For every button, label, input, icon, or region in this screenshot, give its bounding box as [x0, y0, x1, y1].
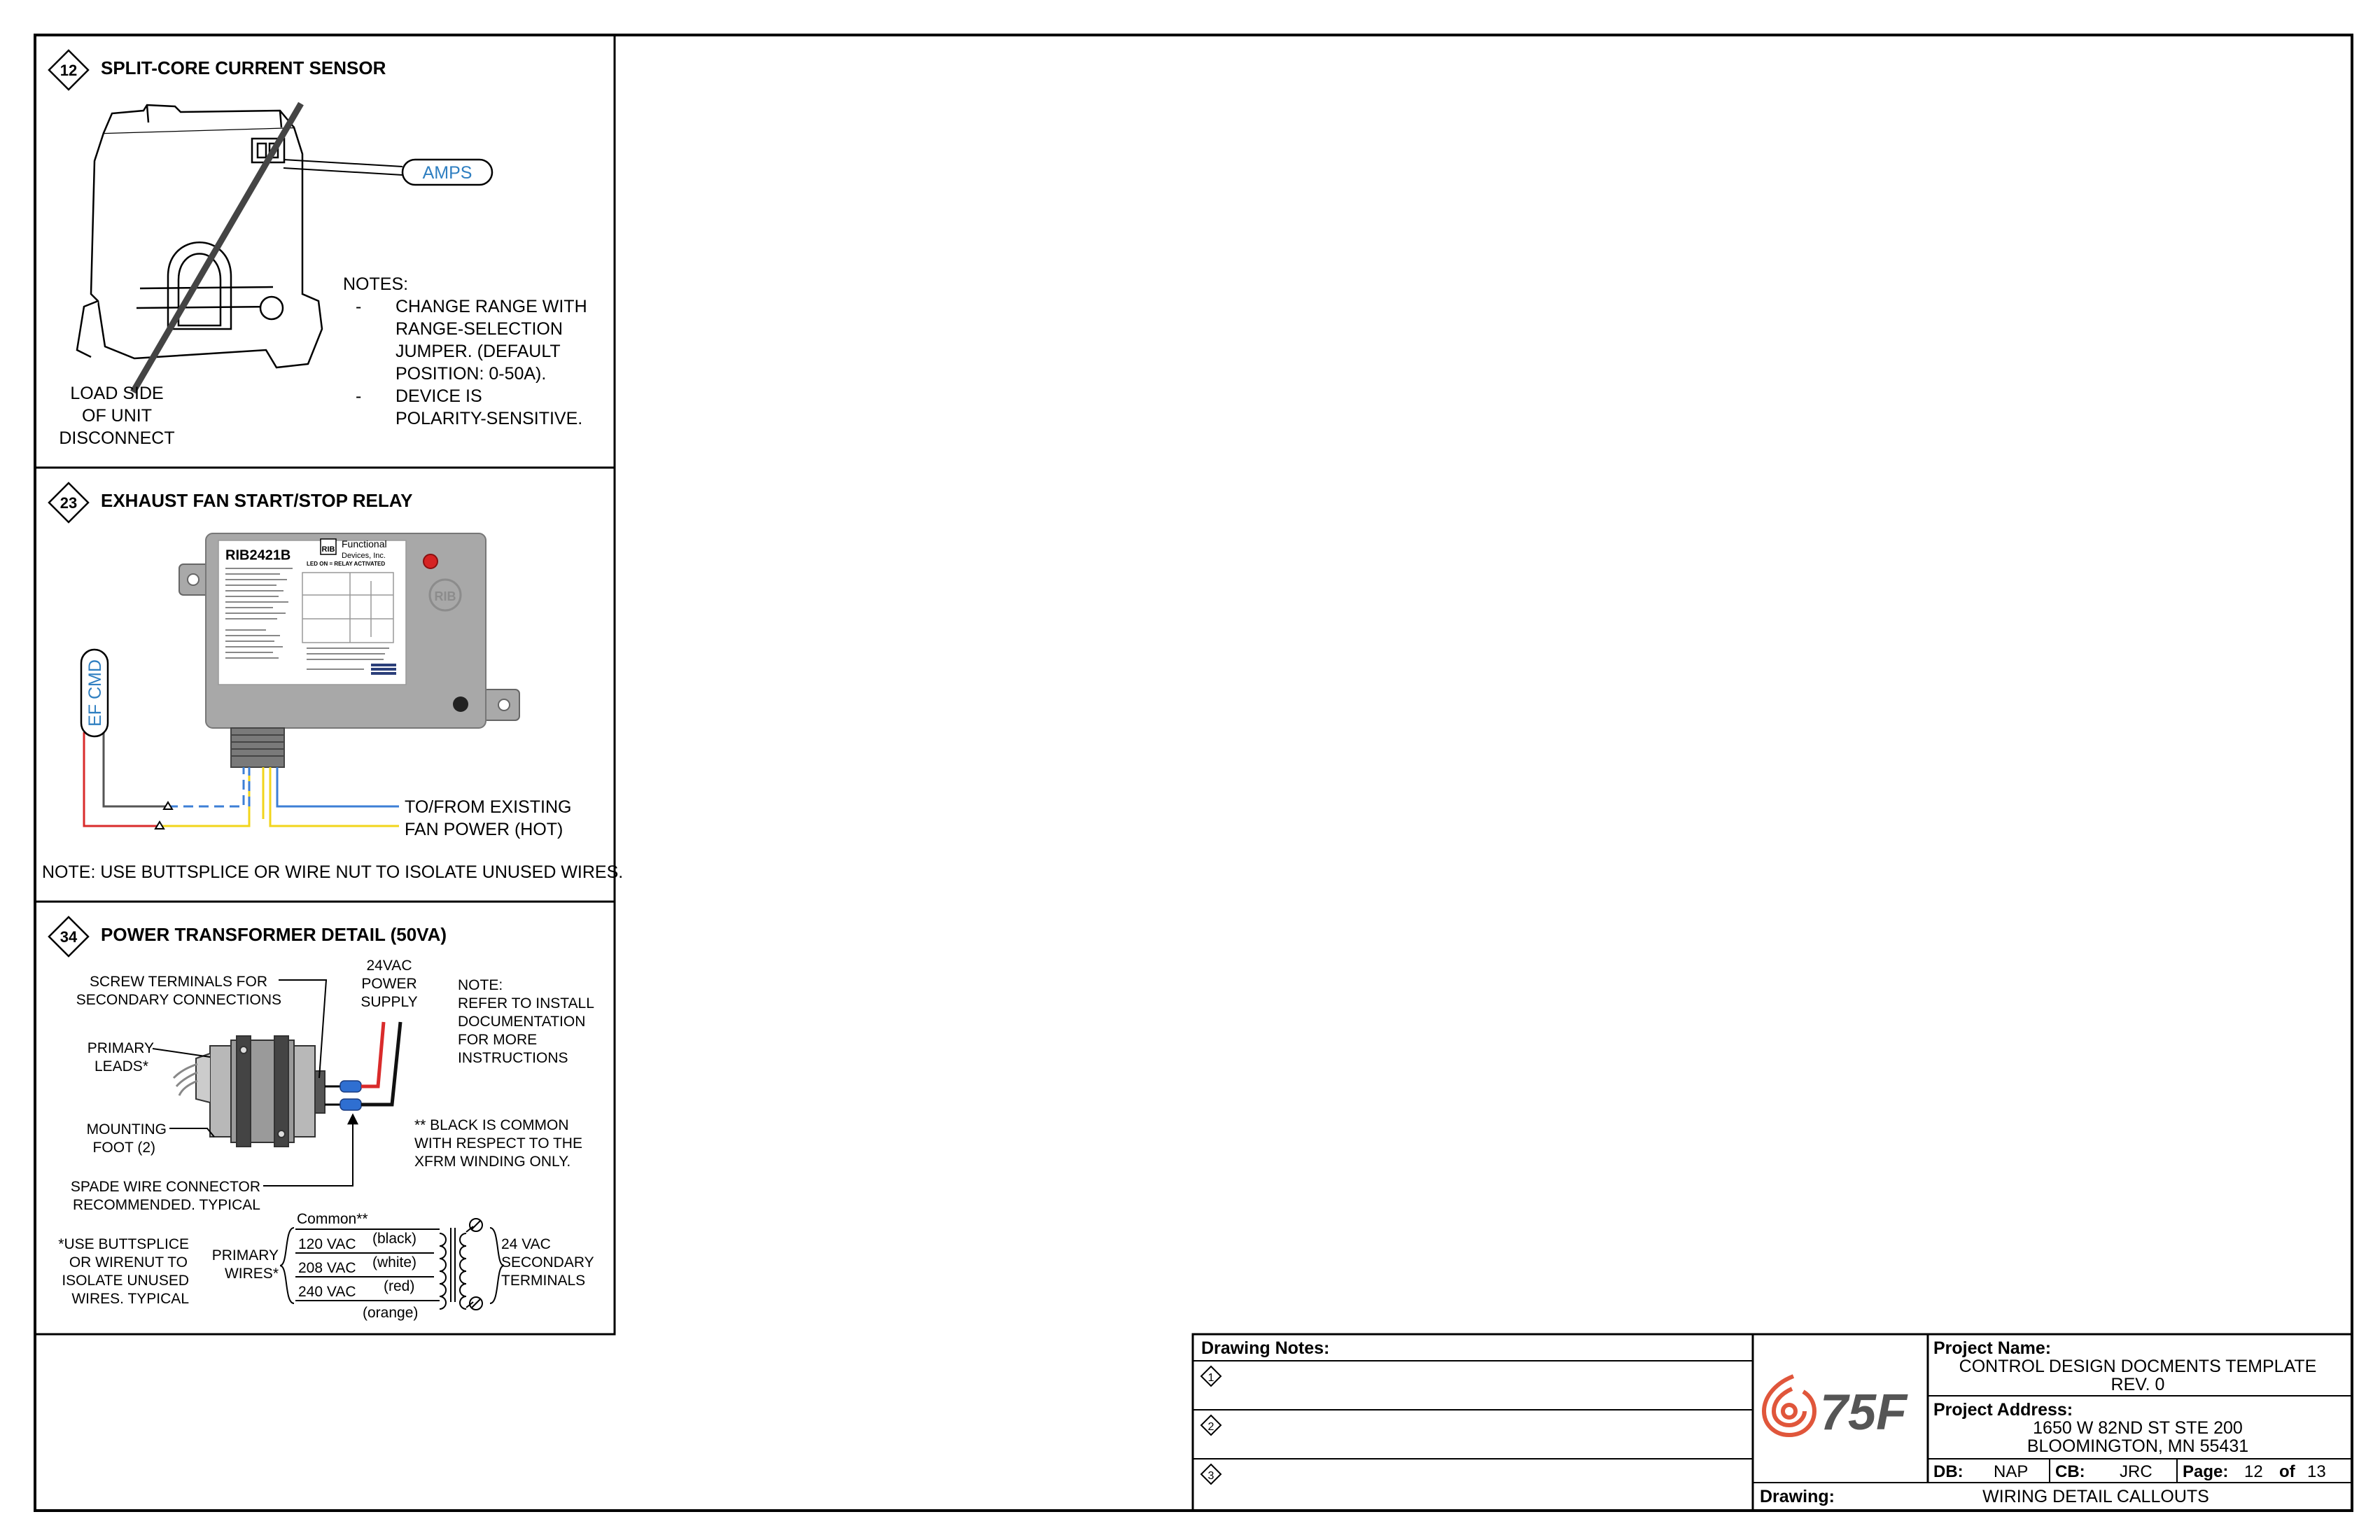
transformer-note-line: FOR MORE	[458, 1032, 538, 1048]
note-line: JUMPER. (DEFAULT	[396, 342, 561, 361]
common-note-line: XFRM WINDING ONLY.	[414, 1154, 571, 1170]
note-marker-3	[1201, 1464, 1221, 1484]
spade-connector-label: SPADE WIRE CONNECTOR	[70, 1179, 260, 1195]
note-line: RANGE-SELECTION	[396, 319, 563, 339]
detail-exhaust-fan-relay	[42, 483, 623, 882]
logo-text: 75F	[1820, 1385, 1907, 1441]
load-side-line: LOAD SIDE	[70, 384, 164, 403]
screw-terminals-label: SCREW TERMINALS FOR	[90, 974, 267, 990]
mounting-foot-label: MOUNTING	[86, 1121, 167, 1138]
relay-led-icon	[424, 554, 438, 568]
buttsplice-note: WIRES. TYPICAL	[71, 1291, 189, 1307]
tap-voltage: 240 VAC	[298, 1284, 356, 1300]
amps-tag	[402, 160, 492, 185]
secondary-terminals-label: 24 VAC	[501, 1236, 551, 1252]
db-label: DB:	[1933, 1462, 1963, 1481]
project-address-line: BLOOMINGTON, MN 55431	[2026, 1436, 2249, 1456]
note-marker-number: 2	[1208, 1421, 1214, 1433]
cb-label: CB:	[2055, 1462, 2085, 1481]
relay-brand-line: Functional	[342, 538, 387, 550]
note-bullet: -	[356, 297, 362, 316]
page-label: Page:	[2183, 1462, 2229, 1481]
sheet-border	[35, 35, 2352, 1511]
primary-leads-label: PRIMARY	[87, 1040, 154, 1056]
power-supply-label: SUPPLY	[360, 994, 418, 1010]
note-marker-1	[1201, 1366, 1221, 1386]
fan-power-label: FAN POWER (HOT)	[405, 820, 564, 839]
screw-terminals-label: SECONDARY CONNECTIONS	[76, 992, 281, 1008]
relay-led-text: LED ON = RELAY ACTIVATED	[307, 561, 386, 567]
cb-value: JRC	[2120, 1462, 2152, 1481]
common-note-line: ** BLACK IS COMMON	[414, 1117, 569, 1133]
db-value: NAP	[1994, 1462, 2029, 1481]
amps-tag-label: AMPS	[422, 163, 472, 183]
note-marker-2	[1201, 1415, 1221, 1435]
transformer-note-line: REFER TO INSTALL	[458, 995, 594, 1011]
mounting-foot-label: FOOT (2)	[92, 1140, 155, 1156]
relay-illustration	[179, 533, 519, 767]
detail-title: SPLIT-CORE CURRENT SENSOR	[101, 57, 386, 78]
relay-note: NOTE: USE BUTTSPLICE OR WIRE NUT TO ISOLATE UNUSED WIRES.	[42, 862, 624, 882]
tap-color: (black)	[372, 1231, 417, 1247]
ef-cmd-tag	[81, 650, 108, 736]
transformer-output-leads	[325, 1022, 400, 1110]
transformer-note-line: DOCUMENTATION	[458, 1014, 586, 1030]
note-line: CHANGE RANGE WITH	[396, 297, 587, 316]
current-sensor-illustration	[77, 105, 322, 368]
detail-number-diamond	[49, 50, 88, 90]
transformer-schematic	[280, 1211, 504, 1321]
of-label: of	[2279, 1462, 2295, 1481]
page-value: 12	[2244, 1462, 2263, 1481]
transformer-note-line: NOTE:	[458, 977, 503, 993]
load-side-label	[59, 384, 174, 448]
orange-label: (orange)	[363, 1305, 419, 1321]
detail-number: 34	[59, 928, 78, 946]
tap-voltage: 120 VAC	[298, 1236, 356, 1252]
power-supply-label: 24VAC	[366, 958, 412, 974]
relay-model: RIB2421B	[225, 547, 291, 564]
secondary-terminals-label: TERMINALS	[501, 1273, 586, 1289]
detail-number: 12	[59, 62, 78, 79]
detail-title: POWER TRANSFORMER DETAIL (50VA)	[101, 924, 447, 945]
secondary-terminals-label: SECONDARY	[501, 1254, 594, 1270]
page-total: 13	[2307, 1462, 2326, 1481]
notes-heading: NOTES:	[343, 274, 409, 294]
common-label: Common**	[297, 1211, 368, 1227]
note-line: DEVICE IS	[396, 386, 482, 406]
load-side-line: OF UNIT	[82, 406, 152, 426]
note-marker-number: 3	[1208, 1470, 1214, 1482]
drawing-label: Drawing:	[1760, 1487, 1835, 1506]
drawing-title: WIRING DETAIL CALLOUTS	[1982, 1487, 2209, 1506]
detail-split-core-current-sensor	[49, 50, 587, 448]
buttsplice-note: *USE BUTTSPLICE	[58, 1236, 189, 1252]
primary-leads-label: LEADS*	[94, 1058, 148, 1074]
common-note-line: WITH RESPECT TO THE	[414, 1135, 582, 1152]
buttsplice-note: OR WIRENUT TO	[69, 1254, 188, 1270]
project-address-label: Project Address:	[1933, 1400, 2073, 1420]
power-supply-label: POWER	[361, 976, 417, 992]
tap-color: (red)	[384, 1278, 415, 1294]
ef-cmd-label: EF CMD	[85, 659, 105, 727]
spade-connector-label: RECOMMENDED. TYPICAL	[73, 1197, 260, 1213]
relay-screw-icon	[453, 696, 468, 712]
project-name-rev: REV. 0	[2110, 1375, 2165, 1394]
svg-text:RIB: RIB	[321, 545, 335, 554]
transformer-illustration	[174, 1036, 325, 1147]
svg-text:RIB: RIB	[434, 589, 456, 603]
relay-brand-line: Devices, Inc.	[342, 552, 386, 560]
detail-number-diamond	[49, 483, 88, 522]
note-marker-number: 1	[1208, 1372, 1214, 1384]
tap-voltage: 208 VAC	[298, 1260, 356, 1276]
detail-power-transformer	[49, 917, 594, 1321]
note-line: POLARITY-SENSITIVE.	[396, 409, 583, 428]
project-name-label: Project Name:	[1933, 1338, 2052, 1358]
primary-wires-label: PRIMARY	[211, 1247, 279, 1264]
drawing-notes-label: Drawing Notes:	[1201, 1338, 1330, 1358]
detail-number-diamond	[49, 917, 88, 956]
sensor-notes	[343, 274, 587, 428]
transformer-note-line: INSTRUCTIONS	[458, 1050, 568, 1066]
fan-power-label: TO/FROM EXISTING	[405, 797, 572, 817]
detail-title: EXHAUST FAN START/STOP RELAY	[101, 490, 413, 511]
project-address-line: 1650 W 82ND ST STE 200	[2033, 1418, 2243, 1438]
note-line: POSITION: 0-50A).	[396, 364, 547, 384]
buttsplice-note: ISOLATE UNUSED	[62, 1273, 189, 1289]
title-block	[1193, 1334, 2352, 1511]
load-side-line: DISCONNECT	[59, 428, 175, 448]
project-name: CONTROL DESIGN DOCMENTS TEMPLATE	[1959, 1357, 2317, 1376]
note-bullet: -	[356, 386, 362, 406]
primary-wires-label: WIRES*	[224, 1266, 279, 1282]
detail-number: 23	[59, 494, 78, 512]
brand-logo	[1764, 1376, 1908, 1441]
flame-icon	[1764, 1376, 1814, 1435]
tap-color: (white)	[372, 1254, 417, 1270]
